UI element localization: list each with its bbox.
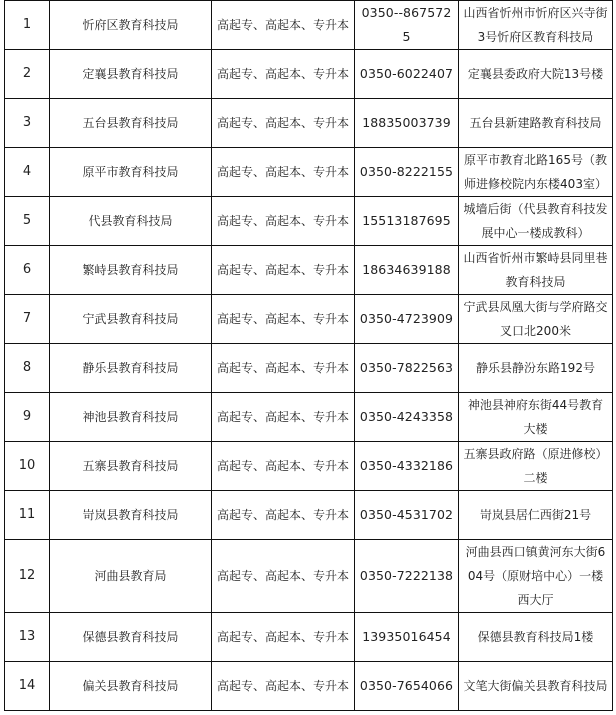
phone-number: 18835003739 (355, 99, 459, 148)
bureau-name: 岢岚县教育科技局 (50, 491, 212, 540)
table-row (5, 491, 613, 540)
phone-number: 0350-7222138 (355, 540, 459, 613)
bureau-name: 五寨县教育科技局 (50, 442, 212, 491)
bureau-name: 定襄县教育科技局 (50, 50, 212, 99)
row-number: 6 (5, 246, 50, 295)
row-number: 3 (5, 99, 50, 148)
row-number: 14 (5, 662, 50, 711)
bureau-name: 河曲县教育局 (50, 540, 212, 613)
phone-number: 13935016454 (355, 613, 459, 662)
address: 原平市教育北路165号（教师进修校院内东楼403室） (459, 148, 613, 197)
address: 河曲县西口镇黄河东大街604号（原财培中心）一楼西大厅 (459, 540, 613, 613)
row-number: 8 (5, 344, 50, 393)
phone-number: 0350-4243358 (355, 393, 459, 442)
bureau-name: 代县教育科技局 (50, 197, 212, 246)
address: 城墙后街（代县教育科技发展中心一楼成教科） (459, 197, 613, 246)
enrollment-types: 高起专、高起本、专升本 (212, 197, 355, 246)
table-row (5, 442, 613, 491)
row-number: 12 (5, 540, 50, 613)
phone-number: 0350-4332186 (355, 442, 459, 491)
table-row (5, 613, 613, 662)
table-row (5, 246, 613, 295)
enrollment-types: 高起专、高起本、专升本 (212, 50, 355, 99)
enrollment-types: 高起专、高起本、专升本 (212, 662, 355, 711)
enrollment-types: 高起专、高起本、专升本 (212, 99, 355, 148)
enrollment-types: 高起专、高起本、专升本 (212, 148, 355, 197)
table-row (5, 662, 613, 711)
row-number: 10 (5, 442, 50, 491)
row-number: 7 (5, 295, 50, 344)
table-container (4, 0, 613, 711)
enrollment-types: 高起专、高起本、专升本 (212, 344, 355, 393)
enrollment-types: 高起专、高起本、专升本 (212, 613, 355, 662)
table-row (5, 540, 613, 613)
address: 文笔大街偏关县教育科技局 (459, 662, 613, 711)
address: 山西省忻州市忻府区兴寺街3号忻府区教育科技局 (459, 1, 613, 50)
phone-number: 0350-8222155 (355, 148, 459, 197)
address: 静乐县静汾东路192号 (459, 344, 613, 393)
bureau-name: 五台县教育科技局 (50, 99, 212, 148)
bureau-name: 偏关县教育科技局 (50, 662, 212, 711)
phone-number: 0350-4723909 (355, 295, 459, 344)
bureau-name: 原平市教育科技局 (50, 148, 212, 197)
address: 山西省忻州市繁峙县同里巷教育科技局 (459, 246, 613, 295)
address: 定襄县委政府大院13号楼 (459, 50, 613, 99)
table-row (5, 1, 613, 50)
table-row (5, 50, 613, 99)
phone-number: 0350-7654066 (355, 662, 459, 711)
phone-number: 15513187695 (355, 197, 459, 246)
phone-number: 0350-7822563 (355, 344, 459, 393)
address: 岢岚县居仁西街21号 (459, 491, 613, 540)
table-body (5, 1, 613, 711)
table-row (5, 295, 613, 344)
address: 神池县神府东街44号教育大楼 (459, 393, 613, 442)
phone-number: 0350-6022407 (355, 50, 459, 99)
table-row (5, 393, 613, 442)
row-number: 2 (5, 50, 50, 99)
enrollment-types: 高起专、高起本、专升本 (212, 246, 355, 295)
table-row (5, 148, 613, 197)
bureau-name: 宁武县教育科技局 (50, 295, 212, 344)
enrollment-types: 高起专、高起本、专升本 (212, 393, 355, 442)
row-number: 5 (5, 197, 50, 246)
enrollment-types: 高起专、高起本、专升本 (212, 295, 355, 344)
address: 保德县教育科技局1楼 (459, 613, 613, 662)
enrollment-types: 高起专、高起本、专升本 (212, 1, 355, 50)
bureau-name: 繁峙县教育科技局 (50, 246, 212, 295)
education-bureau-table (4, 0, 613, 711)
row-number: 4 (5, 148, 50, 197)
bureau-name: 忻府区教育科技局 (50, 1, 212, 50)
table-row (5, 99, 613, 148)
row-number: 13 (5, 613, 50, 662)
enrollment-types: 高起专、高起本、专升本 (212, 442, 355, 491)
address: 五寨县政府路（原进修校）二楼 (459, 442, 613, 491)
phone-number: 18634639188 (355, 246, 459, 295)
bureau-name: 静乐县教育科技局 (50, 344, 212, 393)
enrollment-types: 高起专、高起本、专升本 (212, 491, 355, 540)
table-row (5, 344, 613, 393)
table-row (5, 197, 613, 246)
enrollment-types: 高起专、高起本、专升本 (212, 540, 355, 613)
address: 宁武县凤凰大街与学府路交叉口北200米 (459, 295, 613, 344)
row-number: 1 (5, 1, 50, 50)
row-number: 11 (5, 491, 50, 540)
bureau-name: 神池县教育科技局 (50, 393, 212, 442)
address: 五台县新建路教育科技局 (459, 99, 613, 148)
bureau-name: 保德县教育科技局 (50, 613, 212, 662)
row-number: 9 (5, 393, 50, 442)
phone-number: 0350-4531702 (355, 491, 459, 540)
phone-number: 0350--8675725 (355, 1, 459, 50)
